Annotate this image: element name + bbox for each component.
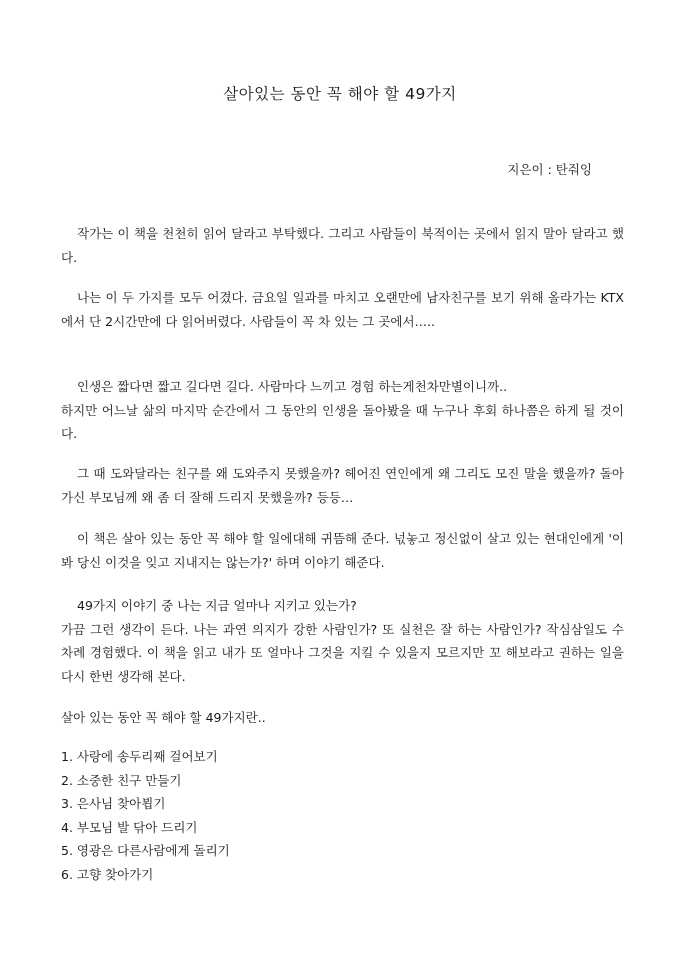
paragraph-3: [61, 375, 624, 446]
paragraph-1: 작가는 이 책을 천천히 읽어 달라고 부탁했다. 그리고 사람들이 북적이는 곳에서 읽지 말아 달라고 했다.: [61, 226, 624, 265]
list-item: 3. 은사님 찾아뵙기: [61, 796, 166, 811]
items-list: [61, 745, 230, 886]
paragraph-7: 살아 있는 동안 꼭 해야 할 49가지란..: [61, 710, 266, 725]
list-item: 1. 사랑에 송두리째 걸어보기: [61, 749, 218, 764]
paragraph-6: [61, 594, 624, 688]
paragraph-4: 그 때 도와달라는 친구를 왜 도와주지 못했을까? 헤어진 연인에게 왜 그리도 모진 말을 했을까? 돌아가신 부모님께 왜 좀 더 잘해 드리지 못했을까? 등등…: [61, 466, 624, 505]
paragraph-3-rest: 하지만 어느날 삶의 마지막 순간에서 그 동안의 인생을 돌아봤을 때 누구나 후회 하나쯤은 하게 될 것이다.: [61, 402, 624, 441]
document-title: 살아있는 동안 꼭 해야 할 49가지: [223, 85, 457, 103]
list-item: 5. 영광은 다른사람에게 돌리기: [61, 843, 230, 858]
paragraph-6-line-1: 49가지 이야기 중 나는 지금 얼마나 지키고 있는가?: [77, 598, 357, 613]
list-item: 4. 부모님 발 닦아 드리기: [61, 819, 198, 835]
list-item: 2. 소중한 친구 만들기: [61, 772, 182, 788]
paragraph-2: 나는 이 두 가지를 모두 어겼다. 금요일 일과를 마치고 오랜만에 남자친구를 보기 위해 올라가는 KTX에서 단 2시간만에 다 읽어버렸다. 사람들이 꼭 차 있는 그 곳에서…..: [61, 290, 624, 329]
author-line: 지은이 : 탄줘잉: [507, 162, 592, 177]
paragraph-6-rest: 가끔 그런 생각이 든다. 나는 과연 의지가 강한 사람인가? 또 실천은 잘 하는 사람인가? 작심삼일도 수 차례 경험했다. 이 책을 읽고 내가 또 얼마나 그것을 지킬 수 있을지 모르지만 꼬 해보라고 권하는 일을 다시 한번 생각해 본다.: [61, 621, 624, 684]
list-item: 6. 고향 찾아가기: [61, 866, 154, 882]
paragraph-3-line-1: 인생은 짧다면 짧고 길다면 길다. 사람마다 느끼고 경험 하는게천차만별이니까..: [77, 379, 508, 394]
paragraph-5: 이 책은 살아 있는 동안 꼭 해야 할 일에대해 귀뜸해 준다. 넋놓고 정신없이 살고 있는 현대인에게 '이 봐 당신 이것을 잊고 지내지는 않는가?' 하며 이야기 해준다.: [61, 531, 624, 570]
